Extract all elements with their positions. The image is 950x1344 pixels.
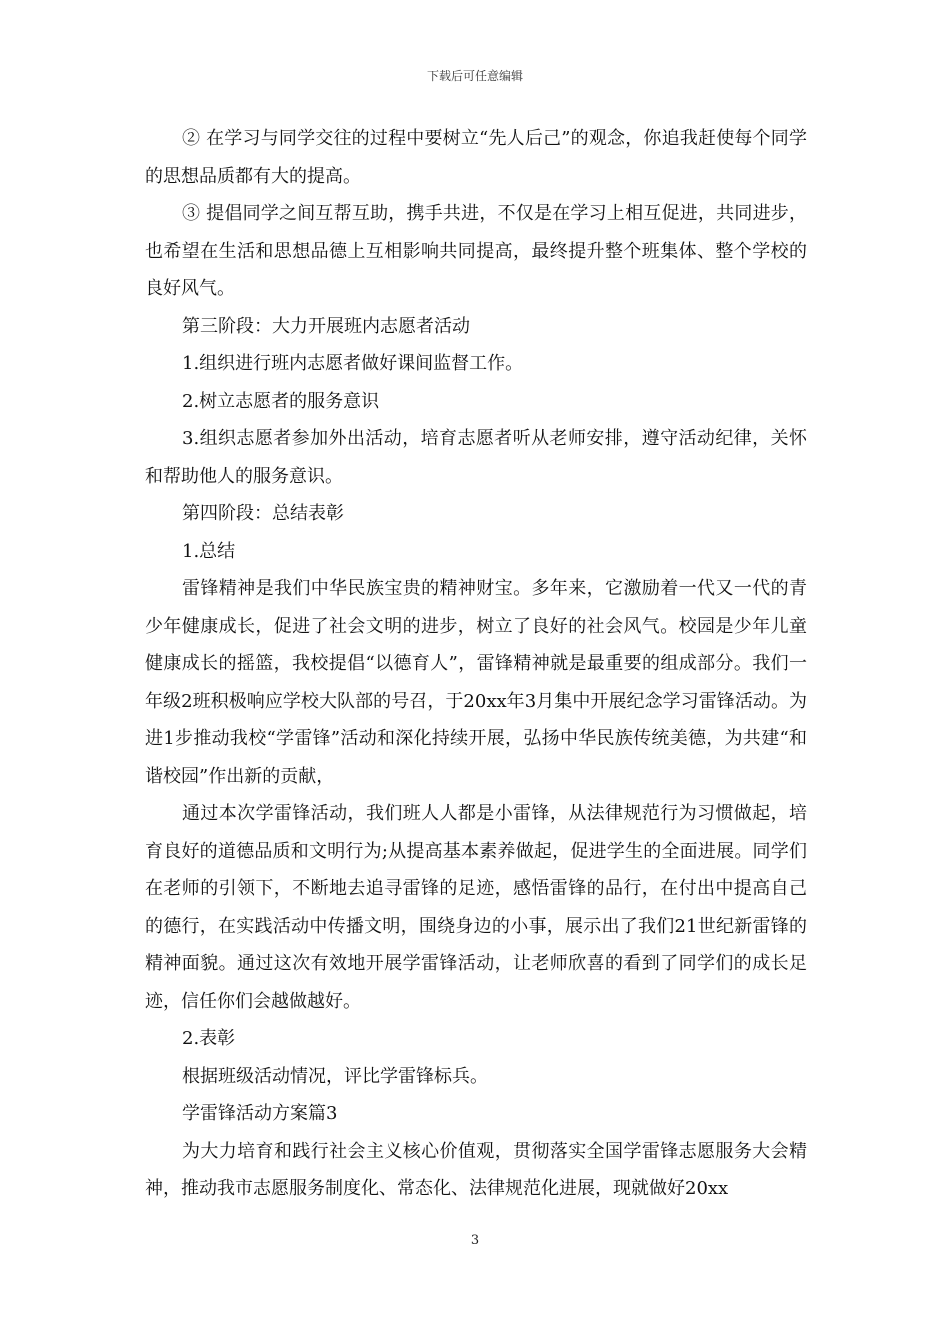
- section-title-plan-3: 学雷锋活动方案篇3: [182, 1103, 338, 1124]
- body-paragraph: 根据班级活动情况，评比学雷锋标兵。: [182, 1065, 488, 1087]
- body-paragraph: 为大力培育和践行社会主义核心价值观，贯彻落实全国学雷锋志愿服务大会精神，推动我市志愿服务制度化、常态化、法律规范化进展，现就做好20xx: [145, 1140, 807, 1199]
- list-item: 1.组织进行班内志愿者做好课间监督工作。: [182, 353, 524, 374]
- section-heading-stage-4: 第四阶段：总结表彰: [182, 503, 344, 524]
- body-paragraph: 雷锋精神是我们中华民族宝贵的精神财宝。多年来，它激励着一代又一代的青少年健康成长，促进了社会文明的进步，树立了良好的社会风气。校园是少年儿童健康成长的摇篮，我校提倡“以德育人”，雷锋精神就是最重要的组成部分。我们一年级2班积极响应学校大队部的号召，于20xx年3月集中开展纪念学习雷锋活动。为进1步推动我校“学雷锋”活动和深化持续开展，弘扬中华民族传统美德，为共建“和谐校园”作出新的贡献，: [145, 578, 807, 787]
- list-item: 3.组织志愿者参加外出活动，培育志愿者听从老师安排，遵守活动纪律，关怀和帮助他人的服务意识。: [145, 428, 807, 487]
- list-item: 1.总结: [182, 540, 236, 562]
- document-body: [145, 120, 807, 1208]
- body-paragraph: 通过本次学雷锋活动，我们班人人都是小雷锋，从法律规范行为习惯做起，培育良好的道德品质和文明行为;从提高基本素养做起，促进学生的全面进展。同学们在老师的引领下，不断地去追寻雷锋的足迹，感悟雷锋的品行，在付出中提高自己的德行，在实践活动中传播文明，围绕身边的小事，展示出了我们21世纪新雷锋的精神面貌。通过这次有效地开展学雷锋活动，让老师欣喜的看到了同学们的成长足迹，信任你们会越做越好。: [145, 803, 807, 1012]
- header-note: 下载后可任意编辑: [426, 69, 523, 83]
- paragraph-item-2: ② 在学习与同学交往的过程中要树立“先人后己”的观念，你追我赶使每个同学的思想品质都有大的提高。: [145, 128, 807, 187]
- page-number: 3: [470, 1233, 480, 1248]
- list-item: 2.树立志愿者的服务意识: [182, 390, 380, 412]
- section-heading-stage-3: 第三阶段：大力开展班内志愿者活动: [182, 315, 470, 337]
- list-item: 2.表彰: [182, 1028, 236, 1049]
- paragraph-item-3: ③ 提倡同学之间互帮互助，携手共进，不仅是在学习上相互促进，共同进步，也希望在生活和思想品德上互相影响共同提高，最终提升整个班集体、整个学校的良好风气。: [145, 203, 807, 299]
